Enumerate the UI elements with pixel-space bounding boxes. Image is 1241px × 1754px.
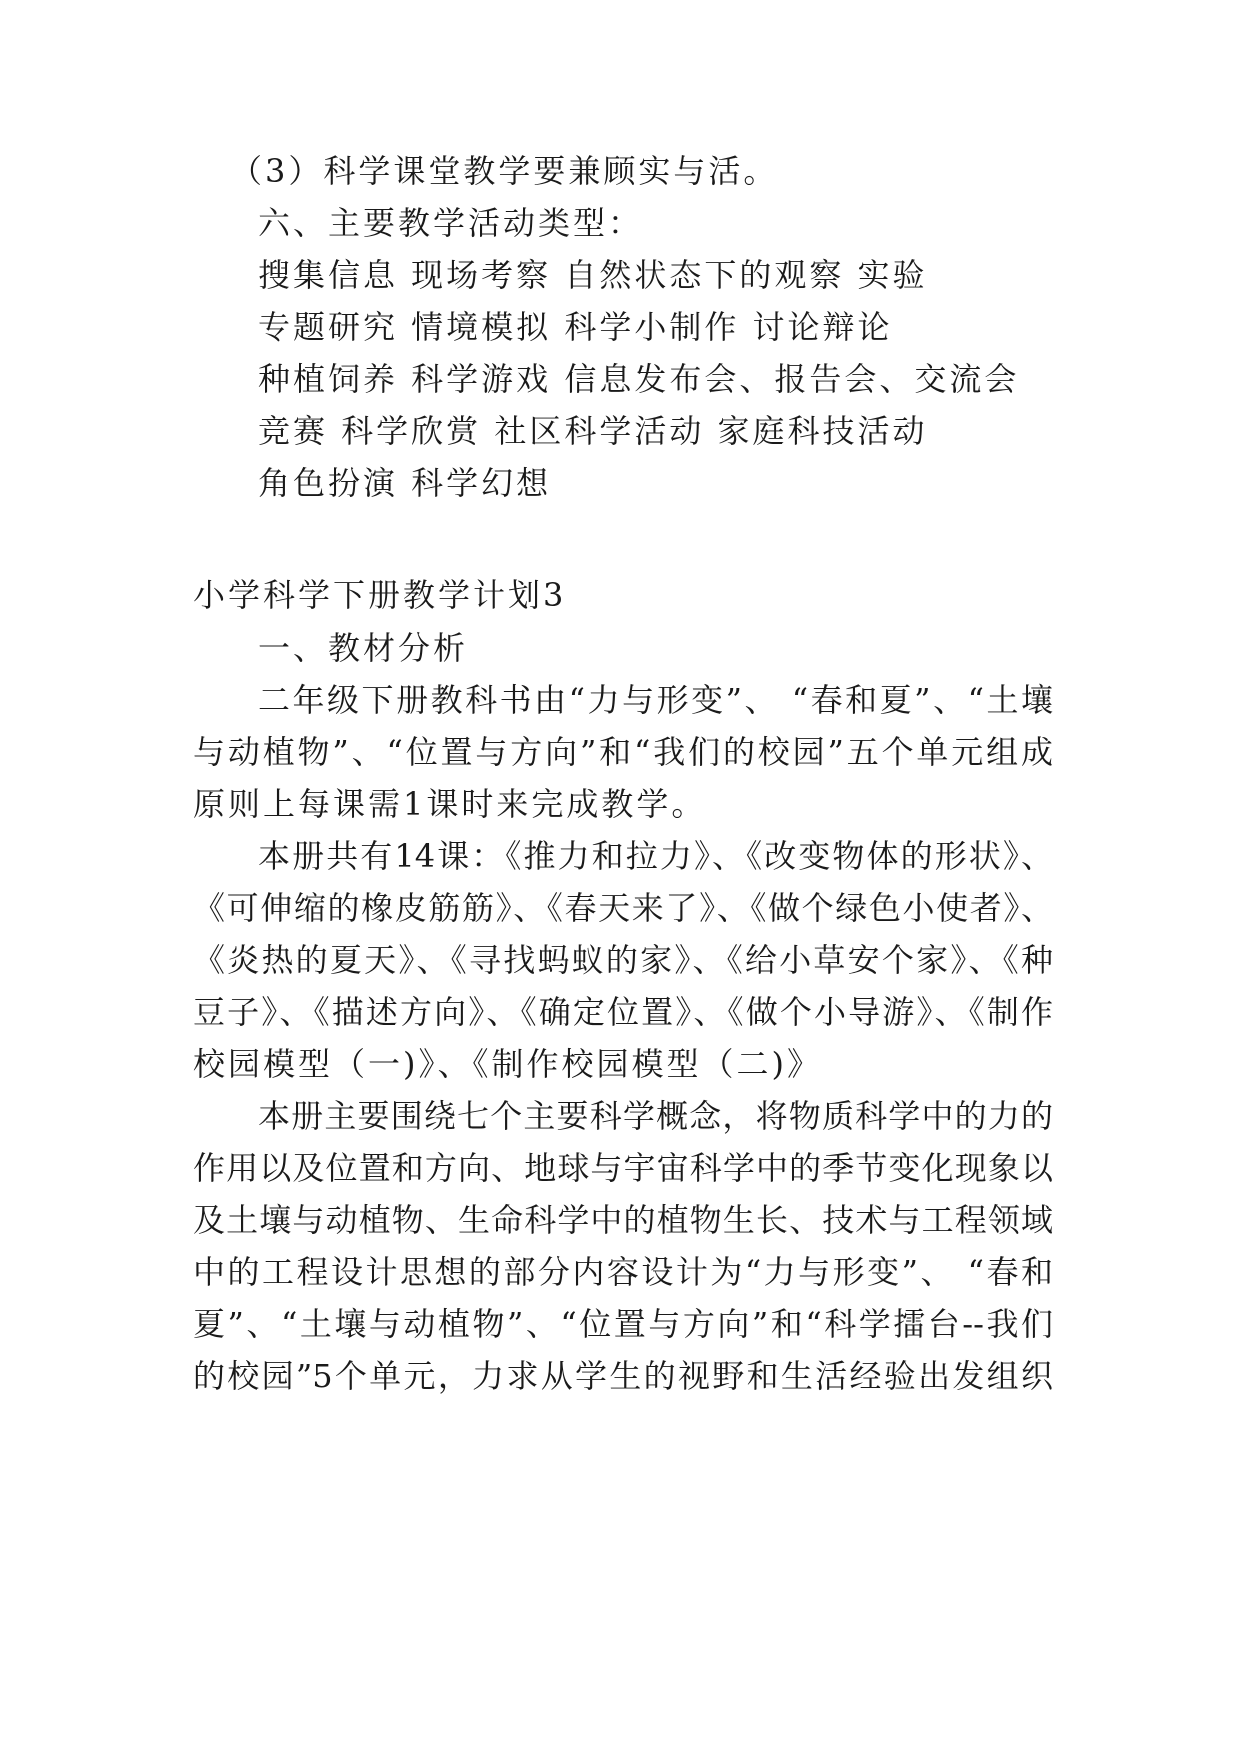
document-title: 小学科学下册教学计划3: [193, 576, 567, 614]
activity-list-line: 竞赛 科学欣赏 社区科学活动 家庭科技活动: [258, 412, 928, 450]
paragraph-line: （3）科学课堂教学要兼顾实与活。: [230, 152, 779, 190]
paragraph-line: 夏”、“土壤与动植物”、“位置与方向”和“科学擂台--我们: [193, 1305, 1053, 1343]
activity-list-line: 搜集信息 现场考察 自然状态下的观察 实验: [258, 256, 928, 294]
paragraph-line: 原则上每课需1课时来完成教学。: [193, 785, 707, 823]
paragraph-line: 本册共有14课：《推力和拉力》、《改变物体的形状》、: [258, 837, 1053, 875]
paragraph-line: 豆子》、《描述方向》、《确定位置》、《做个小导游》、《制作: [193, 993, 1053, 1031]
paragraph-line: 二年级下册教科书由“力与形变”、 “春和夏”、“土壤: [258, 681, 1053, 719]
section-heading: 一、教材分析: [258, 629, 469, 667]
paragraph-line: 的校园”5个单元，力求从学生的视野和生活经验出发组织: [193, 1357, 1053, 1395]
paragraph-line: 《炎热的夏天》、《寻找蚂蚁的家》、《给小草安个家》、《种: [193, 941, 1053, 979]
paragraph-line: 与动植物”、“位置与方向”和“我们的校园”五个单元组成: [193, 733, 1053, 771]
paragraph-line: 作用以及位置和方向、地球与宇宙科学中的季节变化现象以: [193, 1149, 1053, 1187]
section-heading: 六、主要教学活动类型：: [258, 204, 644, 242]
paragraph-line: 《可伸缩的橡皮筋筋》、《春天来了》、《做个绿色小使者》、: [193, 889, 1053, 927]
paragraph-line: 本册主要围绕七个主要科学概念，将物质科学中的力的: [258, 1097, 1053, 1135]
activity-list-line: 种植饲养 科学游戏 信息发布会、报告会、交流会: [258, 360, 1020, 398]
paragraph-line: 中的工程设计思想的部分内容设计为“力与形变”、 “春和: [193, 1253, 1053, 1291]
paragraph-line: 及土壤与动植物、生命科学中的植物生长、技术与工程领域: [193, 1201, 1053, 1239]
activity-list-line: 专题研究 情境模拟 科学小制作 讨论辩论: [258, 308, 893, 346]
paragraph-line: 校园模型（一)》、《制作校园模型（二)》: [193, 1045, 822, 1083]
activity-list-line: 角色扮演 科学幻想: [258, 464, 552, 502]
